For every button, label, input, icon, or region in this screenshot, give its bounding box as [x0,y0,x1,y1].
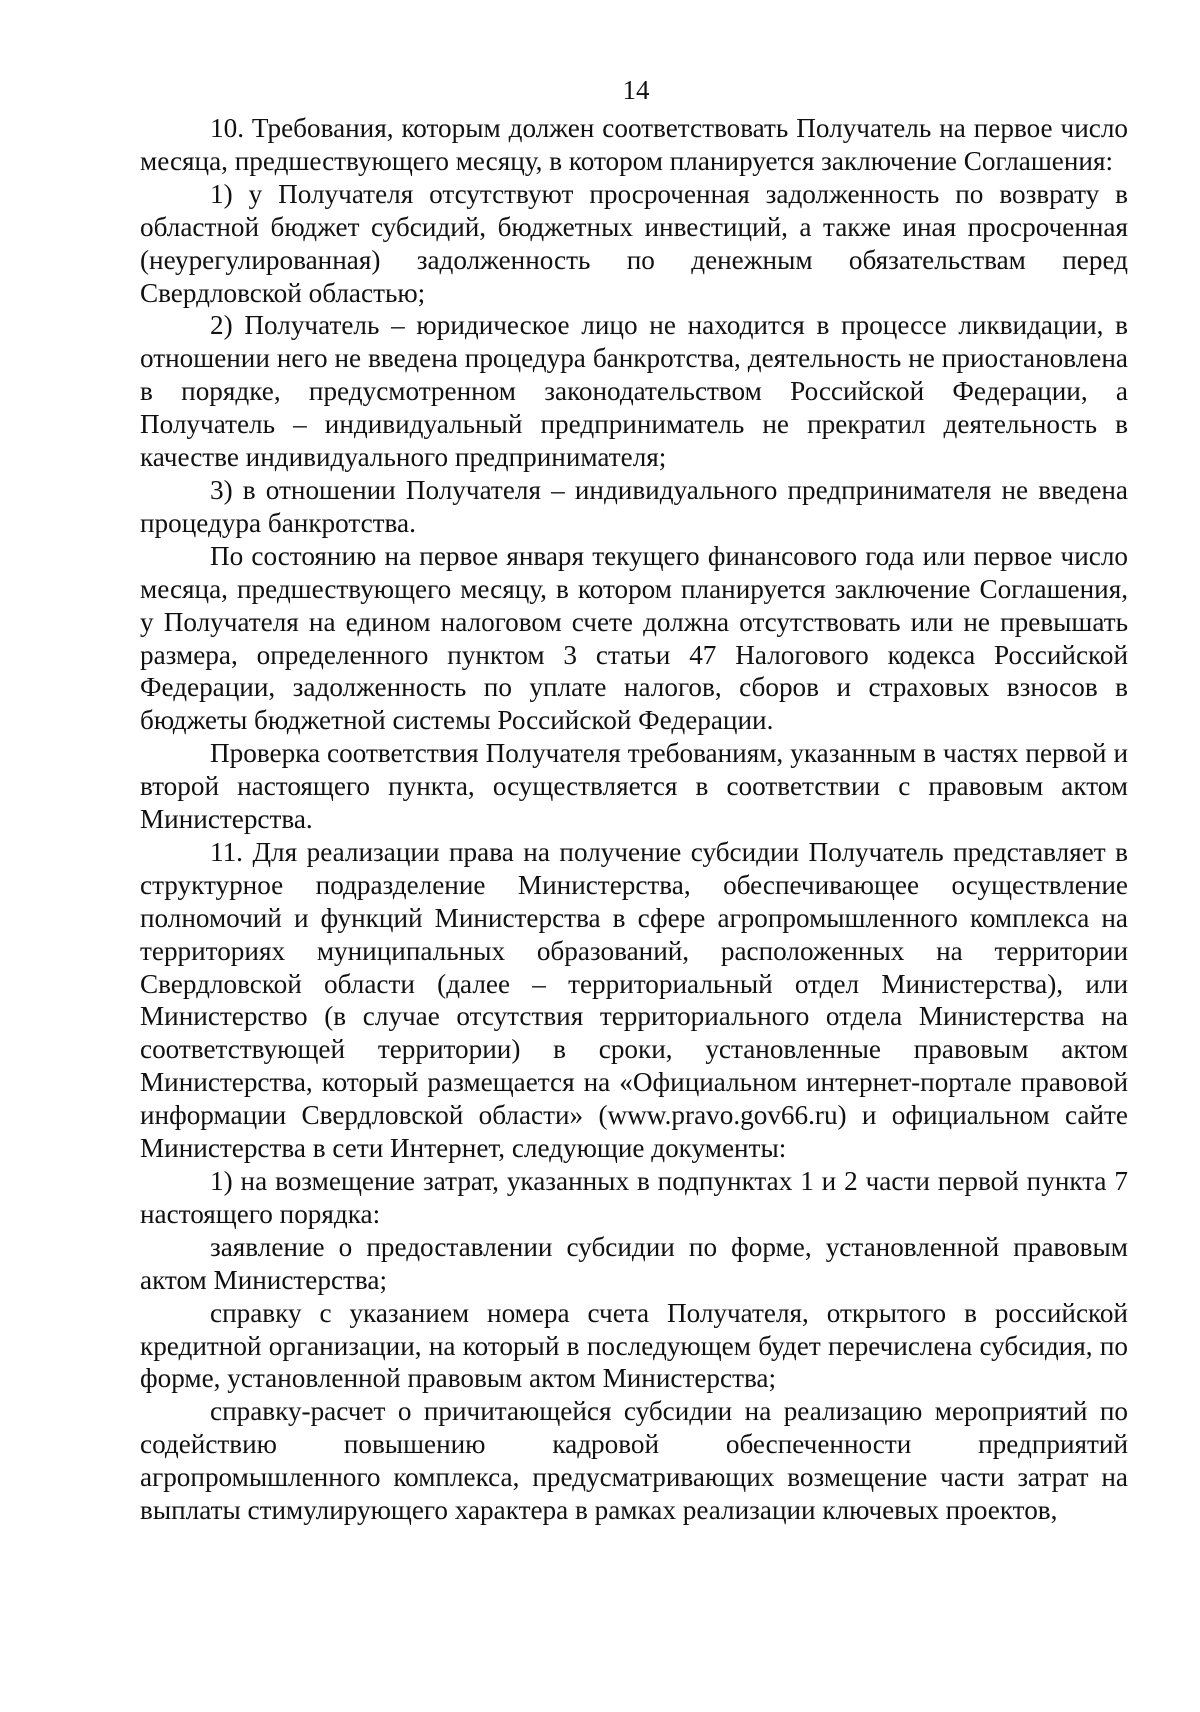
paragraph-documents-item-1: 1) на возмещение затрат, указанных в подпунктах 1 и 2 части первой пункта 7 настоящего порядка: [140,1166,1128,1229]
document-body [140,112,1128,1527]
paragraph-bank-account-certificate: справку с указанием номера счета Получателя, открытого в российской кредитной организации, на который в последующем будет перечислена субсидия, по форме, установленной правовым актом Министерства; [140,1297,1128,1394]
page-number: 14 [622,75,650,105]
paragraph-application: заявление о предоставлении субсидии по форме, установленной правовым актом Министерства; [140,1231,1128,1295]
paragraph-10-requirements: 10. Требования, которым должен соответствовать Получатель на первое число месяца, предшествующего месяцу, в котором планируется заключение Соглашения: [140,113,1128,176]
paragraph-requirement-2: 2) Получатель – юридическое лицо не находится в процессе ликвидации, в отношении него не введена процедура банкротства, деятельность не приостановлена в порядке, предусмотренном законодательством Российской Федерации, а Получатель – индивидуальный предприниматель не прекратил деятельность в качестве индивидуального предпринимателя; [140,310,1128,473]
paragraph-compliance-check: Проверка соответствия Получателя требованиям, указанным в частях первой и второй настоящего пункта, осуществляется в соответствии с правовым актом Министерства. [140,738,1128,835]
paragraph-requirement-1: 1) у Получателя отсутствуют просроченная задолженность по возврату в областной бюджет субсидий, бюджетных инвестиций, а также иная просроченная (неурегулированная) задолженность по денежным обязательствам перед Свердловской областью; [140,178,1128,308]
paragraph-tax-debt: По состоянию на первое января текущего финансового года или первое число месяца, предшествующего месяцу, в котором планируется заключение Соглашения, у Получателя на едином налоговом счете должна отсутствовать или не превышать размера, определенного пунктом 3 статьи 47 Налогового кодекса Российской Федерации, задолженность по уплате налогов, сборов и страховых взносов в бюджеты бюджетной системы Российской Федерации. [140,540,1128,736]
paragraph-calculation-certificate: справку-расчет о причитающейся субсидии на реализацию мероприятий по содействию повышению кадровой обеспеченности предприятий агропромышленного комплекса, предусматривающих возмещение части затрат на выплаты стимулирующего характера в рамках реализации ключевых проектов, [140,1396,1128,1526]
paragraph-11-documents: 11. Для реализации права на получение субсидии Получатель представляет в структурное подразделение Министерства, обеспечивающее осуществление полномочий и функций Министерства в сфере агропромышленного комплекса на территориях муниципальных образований, расположенных на территории Свердловской области (далее – территориальный отдел Министерства), или Министерство (в случае отсутствия территориального отдела Министерства на соответствующей территории) в сроки, установленные правовым актом Министерства, который размещается на «Официальном интернет-портале правовой информации Свердловской области» (www.pravo.gov66.ru) и официальном сайте Министерства в сети Интернет, следующие документы: [140,836,1128,1164]
paragraph-requirement-3: 3) в отношении Получателя – индивидуального предпринимателя не введена процедура банкротства. [140,474,1128,538]
